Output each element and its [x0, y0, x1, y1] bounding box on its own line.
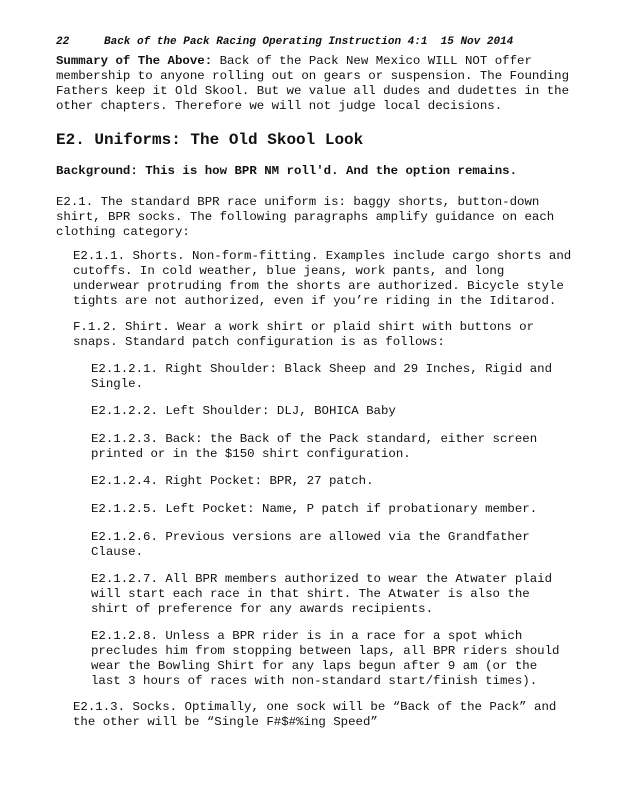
summary-label: Summary of The Above:	[56, 54, 213, 68]
paragraph-e2-1-2-8: E2.1.2.8. Unless a BPR rider is in a race for a spot which precludes him from stopping between laps, all BPR riders should wear the Bowling Shirt for any laps begun after 9 am (or the last 3 hours of races with non-standard start/finish times).	[91, 629, 560, 688]
paragraph-e2-1-3: E2.1.3. Socks. Optimally, one sock will be “Back of the Pack” and the other will be “Single F#$#%ing Speed”	[73, 700, 557, 729]
paragraph-e2-1-2-2: E2.1.2.2. Left Shoulder: DLJ, BOHICA Baby	[91, 404, 396, 418]
paragraph-e2-1-2-1: E2.1.2.1. Right Shoulder: Black Sheep and 29 Inches, Rigid and Single.	[91, 362, 553, 391]
paragraph-e2-1-1: E2.1.1. Shorts. Non-form-fitting. Examples include cargo shorts and cutoffs. In cold weather, blue jeans, work pants, and long underwear protruding from the shorts are authorized. Bicycle style tights are not authorized, even if you’re riding in the Iditarod.	[73, 249, 572, 308]
paragraph-e2-1-2-3: E2.1.2.3. Back: the Back of the Pack standard, either screen printed or in the $150 shirt configuration.	[91, 432, 538, 461]
summary-line: Back of the Pack New Mexico WILL NOT offer	[212, 54, 532, 68]
summary-paragraph	[56, 54, 569, 114]
header-title: Back of the Pack Racing Operating Instruction 4:1	[104, 36, 428, 48]
paragraph-e2-1-2-4: E2.1.2.4. Right Pocket: BPR, 27 patch.	[91, 474, 374, 488]
background-line: Background: This is how BPR NM roll'd. And the option remains.	[56, 164, 518, 178]
paragraph-f1-2: F.1.2. Shirt. Wear a work shirt or plaid shirt with buttons or snaps. Standard patch configuration is as follows:	[73, 320, 535, 349]
paragraph-e2-1-2-5: E2.1.2.5. Left Pocket: Name, P patch if probationary member.	[91, 502, 538, 516]
section-heading: E2. Uniforms: The Old Skool Look	[56, 131, 364, 149]
paragraph-e2-1-2-6: E2.1.2.6. Previous versions are allowed via the Grandfather Clause.	[91, 530, 530, 559]
summary-line: membership to anyone rolling out on gears or suspension. The Founding	[56, 69, 570, 83]
page-header	[56, 36, 513, 48]
header-date: 15 Nov 2014	[440, 36, 514, 48]
summary-line: Fathers keep it Old Skool. But we value all dudes and dudettes in the	[56, 84, 570, 98]
paragraph-e2-1: E2.1. The standard BPR race uniform is: baggy shorts, button-down shirt, BPR socks. The following paragraphs amplify guidance on each clothing category:	[56, 195, 555, 239]
paragraph-e2-1-2-7: E2.1.2.7. All BPR members authorized to wear the Atwater plaid will start each race in that shirt. The Atwater is also the shirt of preference for any awards recipients.	[91, 572, 553, 616]
page-number: 22	[56, 36, 70, 48]
summary-line: other chapters. Therefore we will not judge local decisions.	[56, 99, 503, 113]
